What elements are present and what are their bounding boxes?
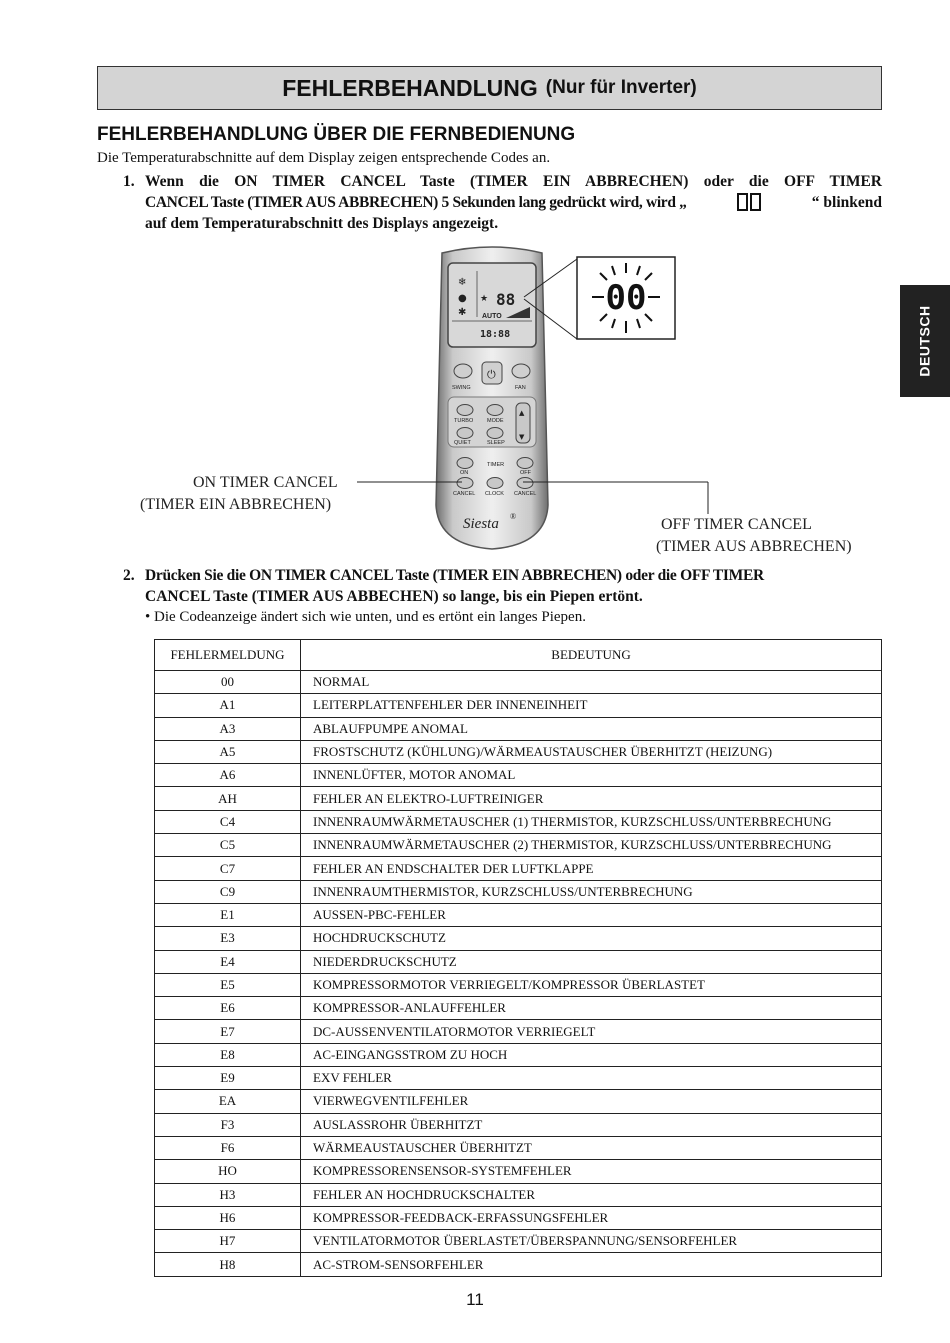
error-meaning: KOMPRESSOR-FEEDBACK-ERFASSUNGSFEHLER (301, 1206, 882, 1229)
error-meaning: INNENRAUMWÄRMETAUSCHER (2) THERMISTOR, KURZSCHLUSS/UNTERBRECHUNG (301, 834, 882, 857)
table-row (155, 787, 882, 810)
table-row (155, 997, 882, 1020)
error-code: H8 (155, 1253, 301, 1276)
on-label: ON (460, 470, 469, 476)
timer-label: TIMER (487, 462, 505, 468)
error-meaning: AC-STROM-SENSORFEHLER (301, 1253, 882, 1276)
error-meaning: EXV FEHLER (301, 1067, 882, 1090)
error-code: EA (155, 1090, 301, 1113)
header-code: FEHLERMELDUNG (155, 640, 301, 671)
table-row (155, 671, 882, 694)
error-code: C5 (155, 834, 301, 857)
step-1-line-1: Wenn die ON TIMER CANCEL Taste (TIMER EIN ABBRECHEN) oder die OFF TIMER (145, 173, 882, 190)
step-2-note: • Die Codeanzeige ändert sich wie unten, und es ertönt ein langes Piepen. (145, 609, 586, 625)
error-meaning: AUSLASSROHR ÜBERHITZT (301, 1113, 882, 1136)
step-number: 1. (123, 173, 135, 190)
header-meaning: BEDEUTUNG (301, 640, 882, 671)
page-title-banner (97, 66, 882, 110)
table-row (155, 950, 882, 973)
error-code: HO (155, 1160, 301, 1183)
error-code: C4 (155, 810, 301, 833)
step-2-line-2: CANCEL Taste (TIMER AUS ABBECHEN) so lange, bis ein Piepen ertönt. (145, 588, 643, 605)
page-subtitle: (Nur für Inverter) (545, 77, 697, 98)
error-meaning: KOMPRESSORMOTOR VERRIEGELT/KOMPRESSOR ÜBERLASTET (301, 973, 882, 996)
table-row (155, 1206, 882, 1229)
table-row (155, 1113, 882, 1136)
table-row (155, 903, 882, 926)
sleep-label: SLEEP (487, 440, 505, 446)
quiet-label: QUIET (454, 440, 471, 446)
section-title: FEHLERBEHANDLUNG ÜBER DIE FERNBEDIENUNG (97, 124, 576, 145)
step-1 (123, 171, 882, 234)
table-row (155, 973, 882, 996)
error-meaning: WÄRMEAUSTAUSCHER ÜBERHITZT (301, 1136, 882, 1159)
language-tab-label: DEUTSCH (917, 305, 934, 377)
page-title: FEHLERBEHANDLUNG (282, 74, 538, 101)
on-timer-callout-line-1: ON TIMER CANCEL (193, 474, 338, 491)
lcd-digits: 88 (496, 290, 516, 309)
svg-text:▼: ▼ (519, 433, 525, 441)
step-2-line-1: Drücken Sie die ON TIMER CANCEL Taste (TIMER EIN ABBRECHEN) oder die OFF TIMER (145, 567, 764, 584)
svg-text:⏻: ⏻ (487, 368, 496, 381)
error-code: C7 (155, 857, 301, 880)
error-code: E5 (155, 973, 301, 996)
brand-logo: Siesta (463, 516, 499, 532)
error-meaning: AUSSEN-PBC-FEHLER (301, 903, 882, 926)
display-code: 00 (605, 278, 647, 318)
off-timer-callout-line-2: (TIMER AUS ABBRECHEN) (656, 538, 852, 555)
error-meaning: AC-EINGANGSSTROM ZU HOCH (301, 1043, 882, 1066)
cancel-right-label: CANCEL (514, 491, 537, 497)
table-row (155, 1136, 882, 1159)
blinking-code-icon (736, 192, 762, 210)
error-code: A6 (155, 764, 301, 787)
error-meaning: KOMPRESSORENSENSOR-SYSTEMFEHLER (301, 1160, 882, 1183)
table-row (155, 717, 882, 740)
display-zoom-illustration (518, 255, 678, 345)
error-meaning: KOMPRESSOR-ANLAUFFEHLER (301, 997, 882, 1020)
error-meaning: NORMAL (301, 671, 882, 694)
off-label: OFF (520, 470, 531, 476)
error-meaning: FEHLER AN ELEKTRO-LUFTREINIGER (301, 787, 882, 810)
error-meaning: INNENRAUMTHERMISTOR, KURZSCHLUSS/UNTERBRECHUNG (301, 880, 882, 903)
fan-label: FAN (515, 385, 526, 391)
brand-mark: ® (510, 512, 517, 521)
section-intro: Die Temperaturabschnitte auf dem Display zeigen entsprechende Codes an. (97, 150, 551, 166)
step-1-line-3: auf dem Temperaturabschnitt des Displays angezeigt. (145, 215, 499, 232)
error-meaning: FEHLER AN HOCHDRUCKSCHALTER (301, 1183, 882, 1206)
table-row (155, 1230, 882, 1253)
error-meaning: FEHLER AN ENDSCHALTER DER LUFTKLAPPE (301, 857, 882, 880)
error-code: A5 (155, 740, 301, 763)
step-1-line-2 (145, 192, 882, 213)
clock-label: CLOCK (485, 491, 504, 497)
error-meaning: INNENRAUMWÄRMETAUSCHER (1) THERMISTOR, KURZSCHLUSS/UNTERBRECHUNG (301, 810, 882, 833)
table-row (155, 1183, 882, 1206)
table-row (155, 1160, 882, 1183)
error-meaning: VIERWEGVENTILFEHLER (301, 1090, 882, 1113)
on-timer-callout-line-2: (TIMER EIN ABBRECHEN) (140, 496, 332, 513)
table-row (155, 1020, 882, 1043)
error-code: H3 (155, 1183, 301, 1206)
error-code: E6 (155, 997, 301, 1020)
lcd-time: 18:88 (480, 329, 511, 340)
table-row (155, 834, 882, 857)
error-code-table (154, 639, 882, 1277)
error-meaning: ABLAUFPUMPE ANOMAL (301, 717, 882, 740)
error-code: F3 (155, 1113, 301, 1136)
callout-lines (355, 470, 715, 518)
table-row (155, 810, 882, 833)
table-row (155, 1067, 882, 1090)
error-code: H7 (155, 1230, 301, 1253)
error-meaning: NIEDERDRUCKSCHUTZ (301, 950, 882, 973)
table-header-row (155, 640, 882, 671)
error-meaning: LEITERPLATTENFEHLER DER INNENEINHEIT (301, 694, 882, 717)
error-code: A3 (155, 717, 301, 740)
svg-text:●: ● (458, 293, 467, 304)
error-code: E7 (155, 1020, 301, 1043)
error-meaning: FROSTSCHUTZ (KÜHLUNG)/WÄRMEAUSTAUSCHER ÜBERHITZT (HEIZUNG) (301, 740, 882, 763)
page-number: 11 (466, 1290, 484, 1309)
error-meaning: INNENLÜFTER, MOTOR ANOMAL (301, 764, 882, 787)
table-row (155, 880, 882, 903)
error-code: E9 (155, 1067, 301, 1090)
svg-text:★: ★ (480, 294, 489, 304)
error-code: F6 (155, 1136, 301, 1159)
table-row (155, 1090, 882, 1113)
off-timer-callout-line-1: OFF TIMER CANCEL (661, 516, 812, 533)
table-row (155, 740, 882, 763)
mode-label: MODE (487, 418, 504, 424)
table-row (155, 764, 882, 787)
step-1-line-2b: “ blinkend (811, 194, 882, 211)
svg-text:▲: ▲ (519, 409, 525, 417)
error-code: E4 (155, 950, 301, 973)
step-number: 2. (123, 567, 135, 584)
error-meaning: DC-AUSSENVENTILATORMOTOR VERRIEGELT (301, 1020, 882, 1043)
error-code: E3 (155, 927, 301, 950)
language-tab (900, 285, 950, 397)
error-code: 00 (155, 671, 301, 694)
error-code: A1 (155, 694, 301, 717)
step-2 (123, 565, 882, 607)
error-meaning: HOCHDRUCKSCHUTZ (301, 927, 882, 950)
cancel-left-label: CANCEL (453, 491, 476, 497)
error-code: E1 (155, 903, 301, 926)
swing-label: SWING (452, 385, 471, 391)
svg-text:❄: ❄ (458, 277, 467, 288)
step-1-line-2a: CANCEL Taste (TIMER AUS ABBRECHEN) 5 Sekunden lang gedrückt wird, wird „ (145, 194, 687, 211)
table-row (155, 694, 882, 717)
error-code: AH (155, 787, 301, 810)
table-row (155, 927, 882, 950)
turbo-label: TURBO (454, 418, 474, 424)
table-row (155, 1253, 882, 1276)
error-code: C9 (155, 880, 301, 903)
table-row (155, 1043, 882, 1066)
error-code: H6 (155, 1206, 301, 1229)
lcd-auto-label: AUTO (482, 313, 502, 320)
table-row (155, 857, 882, 880)
error-code: E8 (155, 1043, 301, 1066)
error-meaning: VENTILATORMOTOR ÜBERLASTET/ÜBERSPANNUNG/SENSORFEHLER (301, 1230, 882, 1253)
svg-text:✱: ✱ (458, 307, 467, 318)
